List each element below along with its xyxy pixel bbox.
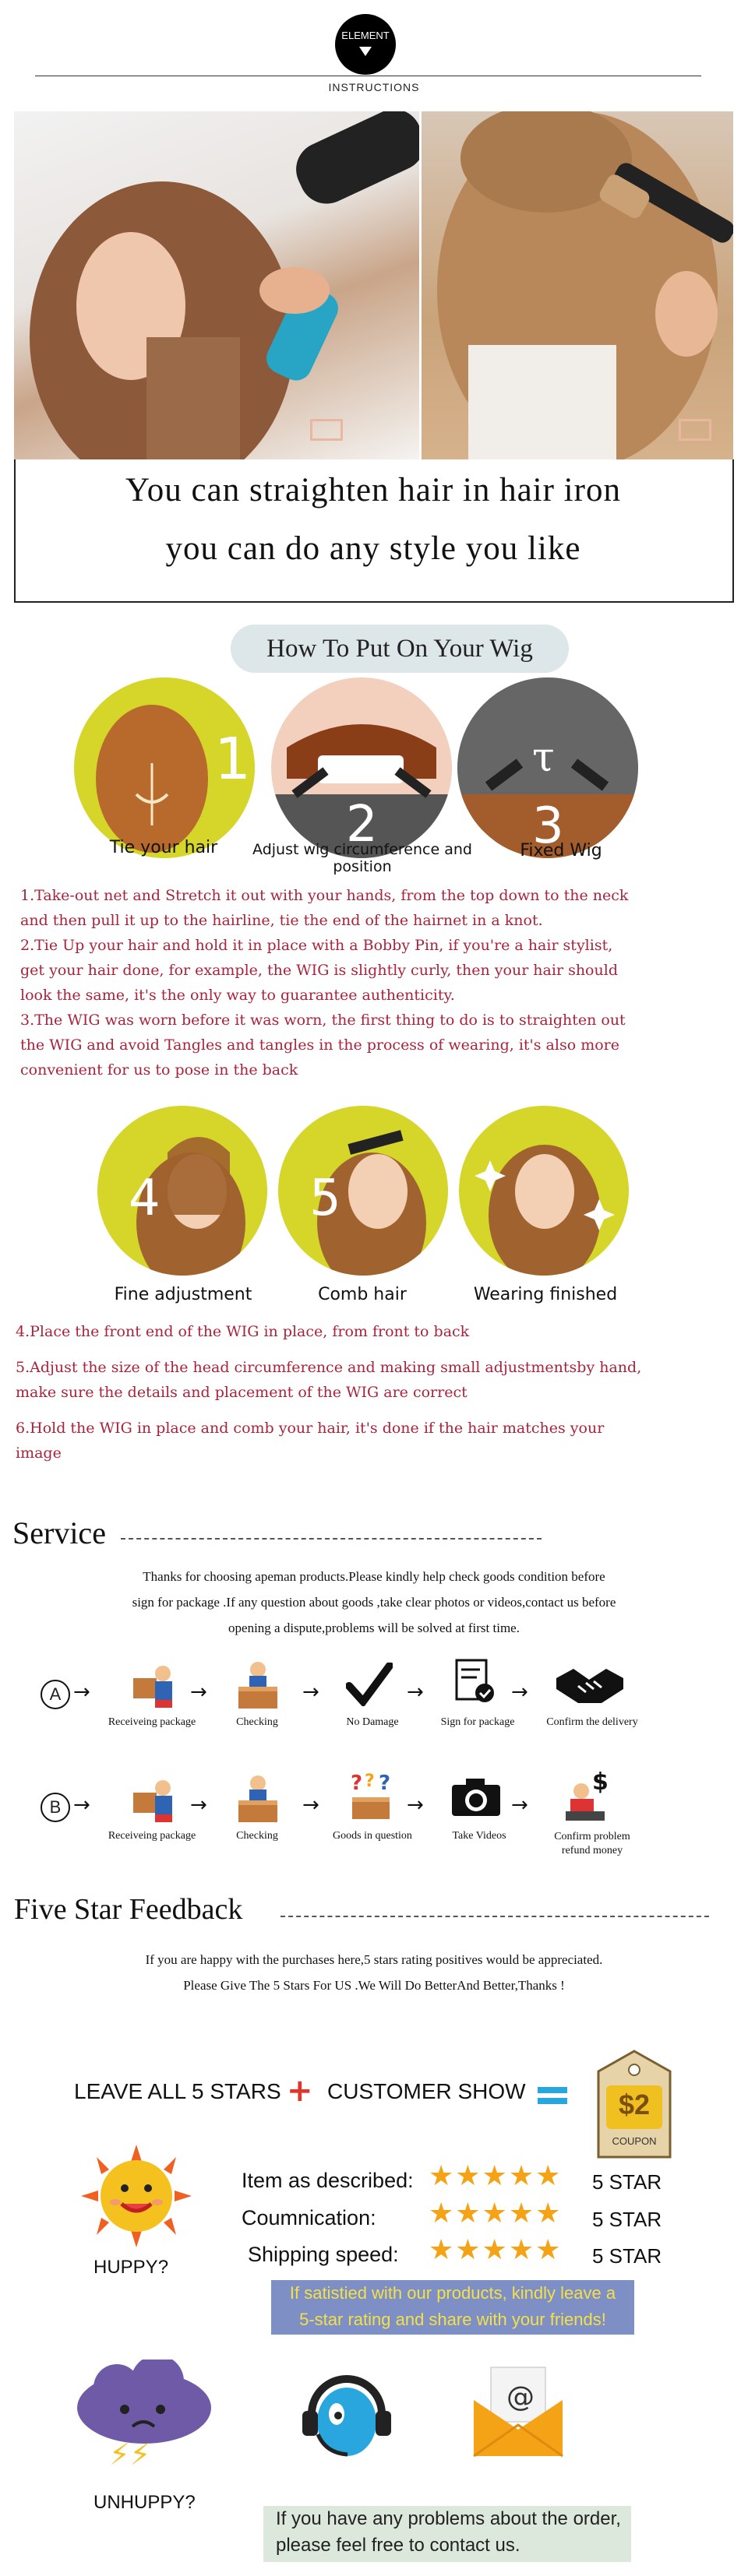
instructions-label: INSTRUCTIONS — [328, 81, 420, 93]
svg-text:3: 3 — [532, 797, 564, 855]
curling-illustration — [422, 111, 733, 459]
comb-hair-illustration — [278, 1106, 448, 1276]
step-3-caption: Fixed Wig — [520, 841, 602, 860]
svg-text:4: 4 — [129, 1170, 161, 1227]
text-line: the WIG and avoid Tangles and tangles in the process of wearing, it's also more — [20, 1036, 619, 1054]
howto-title: How To Put On Your Wig — [231, 625, 569, 673]
text-line: 2.Tie Up your hair and hold it in place with a Bobby Pin, if you're a hair stylist, — [20, 937, 613, 954]
rating-value: 5 STAR — [592, 2170, 662, 2194]
service-text — [0, 1564, 748, 1641]
flow-b-label-line: refund money — [561, 1845, 623, 1856]
arrow-icon: → — [190, 1793, 207, 1817]
rating-label: Coumnication: — [242, 2206, 376, 2229]
arrow-icon: → — [302, 1793, 319, 1817]
coupon-label: COUPON — [612, 2135, 657, 2147]
down-arrow-icon — [359, 47, 372, 56]
fine-adjustment-illustration — [97, 1106, 267, 1276]
text-line: and then pull it up to the hairline, tie the end of the hairnet in a knot. — [20, 912, 543, 929]
step-5-caption: Comb hair — [318, 1285, 407, 1304]
step-4-circle — [97, 1106, 267, 1276]
step-5-circle — [278, 1106, 448, 1276]
checking-box-icon — [234, 1772, 282, 1824]
flow-a-label: Checking — [236, 1716, 278, 1728]
flow-a-label: Sign for package — [440, 1716, 515, 1728]
step-3-circle — [457, 677, 638, 858]
photo-blow-dry — [14, 111, 419, 459]
text-line: Thanks for choosing apeman products.Please kindly help check goods condition before — [143, 1569, 605, 1584]
element-badge — [335, 14, 396, 75]
unhappy-cloud-icon — [70, 2360, 218, 2469]
happy-sun-icon — [78, 2141, 195, 2250]
rating-label: Item as described: — [242, 2169, 414, 2192]
svg-text:$: $ — [592, 1768, 609, 1796]
slogan-line-1: You can straighten hair in hair iron — [125, 472, 621, 509]
lightning: ⚡⚡ — [109, 2437, 151, 2469]
blow-dry-illustration — [14, 111, 419, 459]
service-dash-line — [121, 1538, 542, 1540]
fixed-wig-illustration — [457, 677, 638, 858]
refund-person-icon — [563, 1768, 614, 1822]
notice-line: 5-star rating and share with your friends! — [299, 2310, 606, 2329]
step-2-caption: Adjust wig circumference and position — [252, 841, 472, 875]
support-headset-icon — [296, 2360, 397, 2461]
text-line: sign for package .If any question about goods ,take clear photos or videos,contact us before — [132, 1595, 616, 1610]
coupon-tag — [592, 2048, 676, 2163]
arrow-icon: → — [407, 1793, 424, 1817]
arrow-icon: → — [73, 1680, 90, 1704]
checking-box-icon — [234, 1659, 282, 1710]
flow-b-label: Goods in question — [333, 1830, 412, 1842]
question-box-icon — [346, 1769, 396, 1821]
svg-text:τ: τ — [532, 734, 555, 781]
text-line: If you are happy with the purchases here,5 stars rating positives would be appreciated. — [145, 1952, 603, 1967]
step-2-circle — [271, 677, 452, 858]
arrow-icon: → — [407, 1680, 424, 1704]
step-6-circle — [459, 1106, 629, 1276]
arrow-icon: → — [73, 1793, 90, 1817]
coupon-amount: $2 — [618, 2089, 651, 2120]
equals-icon-bottom — [538, 2098, 567, 2104]
text-line: 5.Adjust the size of the head circumference and making small adjustmentsby hand, — [16, 1359, 642, 1376]
star-rating-icon: ★★★★★ — [429, 2160, 563, 2192]
step-4-caption: Fine adjustment — [114, 1285, 252, 1304]
text-line: 4.Place the front end of the WIG in place, from front to back — [16, 1323, 470, 1340]
step-1-circle — [74, 677, 255, 858]
flow-a-label: No Damage — [346, 1716, 399, 1728]
flow-b-label: Checking — [236, 1830, 278, 1842]
rating-label: Shipping speed: — [248, 2243, 399, 2266]
text-line: convenient for us to pose in the back — [20, 1061, 298, 1079]
check-frame-icon — [679, 419, 711, 441]
flow-a-marker: A — [41, 1680, 70, 1709]
flow-a-label: Receiveing package — [108, 1716, 196, 1728]
arrow-icon: → — [190, 1680, 207, 1704]
flow-b-label: Receiveing package — [108, 1830, 196, 1842]
notice-line: If satistied with our products, kindly leave a — [289, 2283, 616, 2303]
slogan-line-2: you can do any style you like — [165, 530, 581, 567]
svg-text:?: ? — [351, 1772, 363, 1795]
feedback-title: Five Star Feedback — [14, 1893, 243, 1926]
sign-document-icon — [453, 1657, 497, 1705]
step-6-caption: Wearing finished — [473, 1285, 618, 1304]
notice-line: If you have any problems about the order, — [276, 2508, 621, 2529]
arrow-icon: → — [511, 1680, 528, 1704]
arrow-icon: → — [302, 1680, 319, 1704]
flow-b-label: Take Videos — [452, 1830, 506, 1842]
mail-icon — [468, 2360, 569, 2461]
customer-show-label: CUSTOMER SHOW — [327, 2079, 526, 2103]
contact-us-notice — [263, 2506, 631, 2562]
delivery-person-icon — [129, 1663, 177, 1709]
svg-text:?: ? — [365, 1772, 375, 1791]
notice-line: please feel free to contact us. — [276, 2535, 520, 2556]
at-symbol: @ — [506, 2381, 535, 2413]
text-line: image — [16, 1445, 62, 1462]
feedback-text — [0, 1947, 748, 1998]
flow-b-label — [542, 1830, 643, 1858]
service-title: Service — [12, 1515, 106, 1550]
text-line: look the same, it's the only way to guarantee authenticity. — [20, 987, 455, 1004]
text-line: 1.Take-out net and Stretch it out with your hands, from the top down to the neck — [20, 887, 629, 904]
rating-value: 5 STAR — [592, 2244, 662, 2268]
instructions-text-1 — [20, 883, 722, 1082]
unhappy-label: UNHUPPY? — [94, 2492, 196, 2513]
adjust-wig-illustration — [271, 677, 452, 858]
camera-icon — [450, 1775, 502, 1818]
text-line: 3.The WIG was worn before it was worn, the first thing to do is to straighten out — [20, 1012, 626, 1029]
rating-value: 5 STAR — [592, 2208, 662, 2231]
svg-text:2: 2 — [346, 796, 378, 853]
arrow-icon: → — [511, 1793, 528, 1817]
svg-text:?: ? — [379, 1772, 391, 1795]
flow-a-label: Confirm the delivery — [546, 1716, 638, 1728]
photo-curling-iron — [422, 111, 733, 459]
check-frame-icon — [310, 419, 343, 441]
tie-hair-illustration — [74, 677, 255, 858]
share-rating-notice — [271, 2280, 634, 2335]
instructions-text-2 — [16, 1319, 732, 1466]
star-rating-icon: ★★★★★ — [429, 2234, 563, 2266]
text-line: get your hair done, for example, the WIG is slightly curly, then your hair should — [20, 962, 618, 979]
step-num: 1 — [214, 726, 252, 793]
leave-stars-label: LEAVE ALL 5 STARS — [74, 2079, 281, 2103]
handshake-icon — [555, 1663, 625, 1708]
text-line: 6.Hold the WIG in place and comb your hair, it's done if the hair matches your — [16, 1420, 605, 1437]
plus-icon: + — [287, 2073, 313, 2109]
badge-label: ELEMENT — [341, 30, 390, 41]
equals-icon-top — [538, 2087, 567, 2093]
step-1-caption: Tie your hair — [109, 838, 218, 857]
svg-text:5: 5 — [309, 1170, 341, 1227]
star-rating-icon: ★★★★★ — [429, 2198, 563, 2229]
text-line: Please Give The 5 Stars For US .We Will Do BetterAnd Better,Thanks ! — [183, 1978, 565, 1993]
feedback-dash-line — [280, 1916, 709, 1917]
checkmark-icon — [346, 1663, 393, 1706]
flow-b-label-line: Confirm problem — [554, 1831, 630, 1842]
text-line: make sure the details and placement of the WIG are correct — [16, 1384, 468, 1401]
wearing-finished-illustration — [459, 1106, 629, 1276]
happy-label: HUPPY? — [94, 2257, 169, 2278]
flow-b-marker: B — [41, 1793, 70, 1822]
text-line: opening a dispute,problems will be solved at first time. — [228, 1621, 520, 1635]
delivery-person-icon — [129, 1777, 177, 1824]
